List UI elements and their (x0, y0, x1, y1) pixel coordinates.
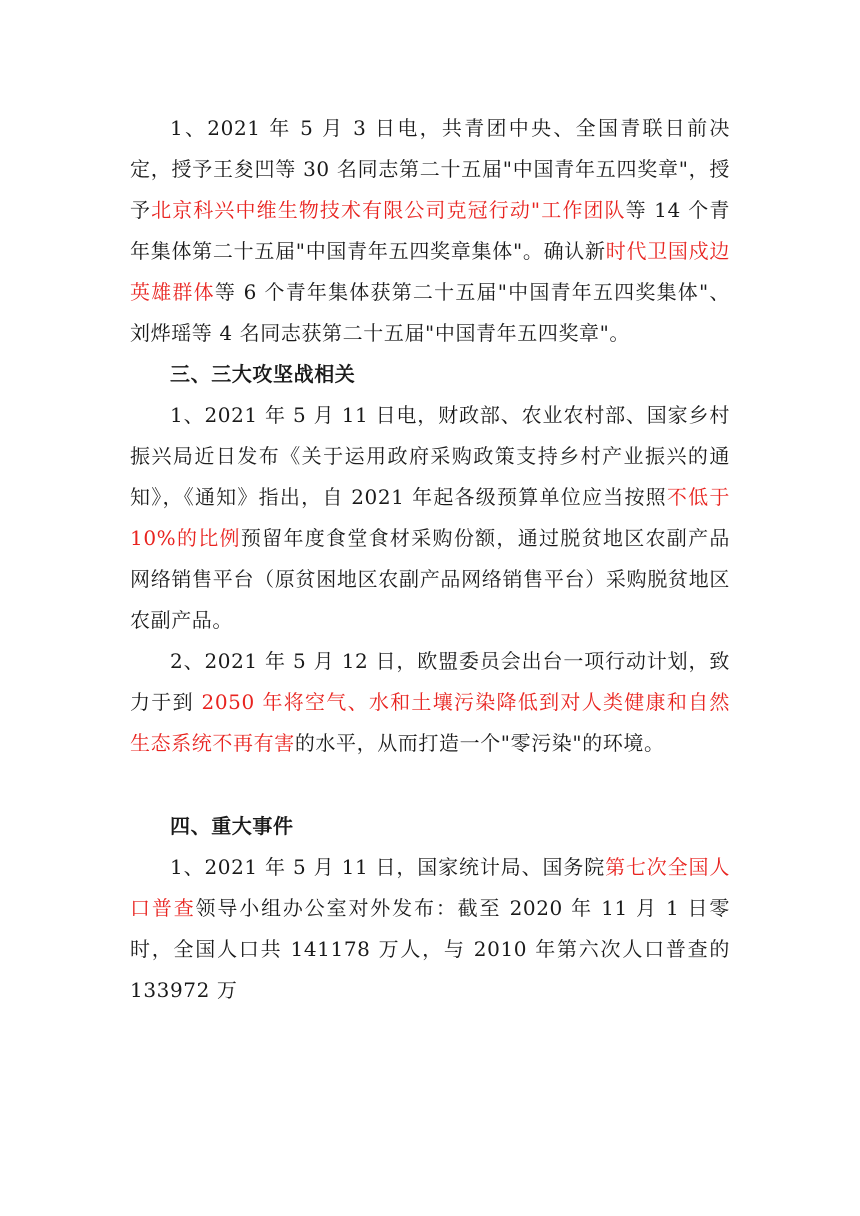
section-heading: 三、三大攻坚战相关 (170, 362, 356, 386)
section-heading: 四、重大事件 (170, 814, 294, 838)
body-text: 1、2021 年 5 月 11 日，国家统计局、国务院 (170, 855, 606, 879)
document-body (130, 108, 730, 1011)
paragraph (130, 395, 730, 641)
paragraph (130, 847, 730, 1011)
body-text: 2、2021 年 5 月 12 日，欧盟委员会出台一项行动计划，致力于到 (130, 649, 730, 714)
highlighted-text: 2050 年将空气、水和土壤污染降低到对人类健康和自然生态系统不再有害 (130, 690, 730, 755)
paragraph (130, 641, 730, 764)
body-text: 1、2021 年 5 月 3 日电，共青团中央、全国青联日前决定，授予王夋凹等 30 名同志第二十五届"中国青年五四奖章"，授予 (130, 116, 730, 222)
section-gap (130, 764, 730, 806)
body-text: 1、2021 年 5 月 11 日电，财政部、农业农村部、国家乡村振兴局近日发布《关于运用政府采购政策支持乡村产业振兴的通知》，《通知》指出，自 2021 年起各级预算单位应当按照 (130, 403, 730, 509)
paragraph (130, 108, 730, 354)
body-text: 预留年度食堂食材采购份额，通过脱贫地区农副产品网络销售平台（原贫困地区农副产品网络销售平台）采购脱贫地区农副产品。 (130, 526, 730, 632)
body-text: 领导小组办公室对外发布：截至 2020 年 11 月 1 日零时，全国人口共 141178 万人，与 2010 年第六次人口普查的 133972 万 (130, 896, 730, 1002)
highlighted-text: 不低于10%的比例 (130, 485, 730, 550)
body-text: 等 6 个青年集体获第二十五届"中国青年五四奖集体"、刘烨瑶等 4 名同志获第二十五届"中国青年五四奖章"。 (130, 280, 730, 345)
highlighted-text: 第七次全国人口普查 (130, 855, 730, 920)
body-text: 的水平，从而打造一个"零污染"的环境。 (294, 731, 665, 755)
highlighted-text: 北京科兴中维生物技术有限公司克冠行动"工作团队 (151, 198, 626, 222)
highlighted-text: 时代卫国戍边英雄群体 (130, 239, 730, 304)
body-text: 等 14 个青年集体第二十五届"中国青年五四奖章集体"。确认新 (130, 198, 730, 263)
